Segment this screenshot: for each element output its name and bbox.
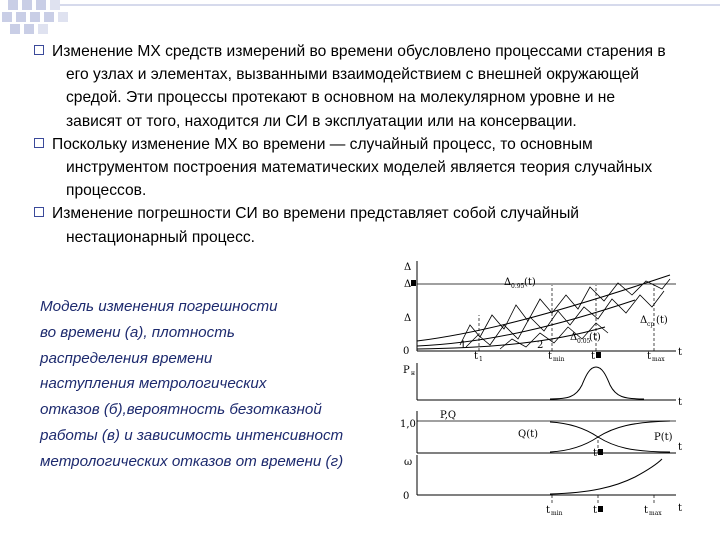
graph-a-tmid-square	[596, 352, 601, 358]
graph-c-q-label: Q(t)	[518, 429, 539, 440]
graph-a-realisation-1	[460, 279, 670, 345]
decorative-squares	[0, 0, 720, 40]
caption-line: наступления метрологических	[40, 375, 267, 393]
body-text	[34, 40, 674, 249]
graph-b	[403, 363, 682, 408]
graph-a-axis-t: t	[678, 347, 683, 358]
graph-a-tmax: t	[647, 351, 652, 362]
graph-d-tmax: t	[644, 505, 649, 516]
graph-c-p-curve	[550, 422, 670, 452]
graph-a-side-label: Δ	[640, 315, 648, 326]
graph-a-tmin-sub: min	[553, 356, 565, 363]
graph-a-num-1: 1	[460, 340, 467, 351]
paragraph-1: Изменение МХ средств измерений во времени обусловлено процессами старения в его узлах и элементах, вызванными взаимодействием с внешней окружающей средой. Эти процессы протекают в основном на молекулярном уровне и не зависят от того, находится ли СИ в эксплуатации или на консервации.	[34, 40, 674, 133]
graph-a-lower-label: Δ	[570, 332, 578, 343]
graph-a-origin: 0	[403, 346, 410, 357]
graph-c-p-label: P(t)	[654, 432, 673, 443]
figure-svg	[400, 255, 700, 525]
graph-a-y-mark: Δ	[404, 279, 412, 290]
graph-c-tmid-square	[598, 449, 603, 455]
graph-d-tmax-sub: max	[649, 510, 662, 517]
graph-a-lower-arg: (t)	[589, 332, 601, 343]
graph-a	[403, 261, 682, 363]
graph-c-axis-t: t	[678, 442, 683, 453]
graph-d-origin: 0	[403, 491, 410, 502]
graph-d-intensity-curve	[550, 459, 662, 494]
graph-a-upper-curve	[417, 275, 670, 341]
graph-a-tmin: t	[548, 351, 553, 362]
graph-d-tmid-square	[598, 506, 603, 512]
caption-line: Модель изменения погрешности	[40, 298, 278, 315]
graph-a-tmid: t	[591, 351, 596, 362]
graph-d-tmin-sub: min	[551, 510, 563, 517]
caption-line: отказов (б),вероятность безотказной	[40, 401, 322, 419]
graph-a-y-mark-square	[411, 280, 416, 286]
graph-a-t1: t	[474, 351, 479, 362]
bullet-square-icon	[34, 45, 44, 55]
caption-line: метрологических отказов от времени (г)	[40, 452, 344, 470]
graph-a-upper-sub: 0.95	[511, 283, 525, 290]
graph-a-tmax-sub: max	[652, 356, 665, 363]
figure-caption	[40, 294, 413, 475]
graph-a-y-mid: Δ	[404, 313, 412, 324]
bullet-square-icon	[34, 138, 44, 148]
graph-d-axis-t: t	[678, 503, 683, 514]
graph-d-tmin: t	[546, 505, 551, 516]
graph-a-side-arg: (t)	[656, 315, 668, 326]
graph-b-y-sub: н	[411, 370, 415, 377]
graph-c-tmid: t	[593, 448, 598, 459]
caption-line: работы (в) и зависимость интенсивност	[40, 426, 344, 444]
graph-c-q-curve	[550, 421, 670, 452]
graph-a-t1-sub: 1	[479, 356, 483, 363]
graph-a-upper-arg: (t)	[524, 277, 536, 288]
graph-d-y-label: ω	[404, 457, 413, 468]
graph-a-upper-label: Δ	[504, 277, 512, 288]
graph-a-lower-sub: 0.05	[577, 338, 591, 345]
graph-a-mid-curve	[417, 300, 635, 346]
graph-b-y-label: P	[403, 365, 410, 376]
caption-line: во времени (а), плотность	[40, 323, 235, 341]
graph-a-side-sub: cp	[647, 321, 655, 328]
paragraph-2: Поскольку изменение МХ во времени — случайный процесс, то основным инструментом построения математических моделей является теория случайных процессов.	[34, 133, 674, 203]
graph-a-y-top: Δ	[404, 262, 412, 273]
paragraph-3: Изменение погрешности СИ во времени представляет собой случайный нестационарный процесс.	[34, 202, 674, 248]
graph-b-density-curve	[550, 367, 644, 399]
graph-b-axis-t: t	[678, 397, 683, 408]
bullet-square-icon	[34, 207, 44, 217]
graph-d-tmid: t	[593, 505, 598, 516]
graph-c	[400, 410, 682, 459]
graph-d	[403, 455, 682, 517]
graph-c-legend: P,Q	[440, 410, 457, 421]
graph-a-num-2: 2	[537, 340, 544, 351]
graph-c-y-one: 1,0	[400, 419, 416, 430]
figure-graphs	[400, 255, 700, 525]
caption-line: распределения времени	[40, 349, 213, 367]
